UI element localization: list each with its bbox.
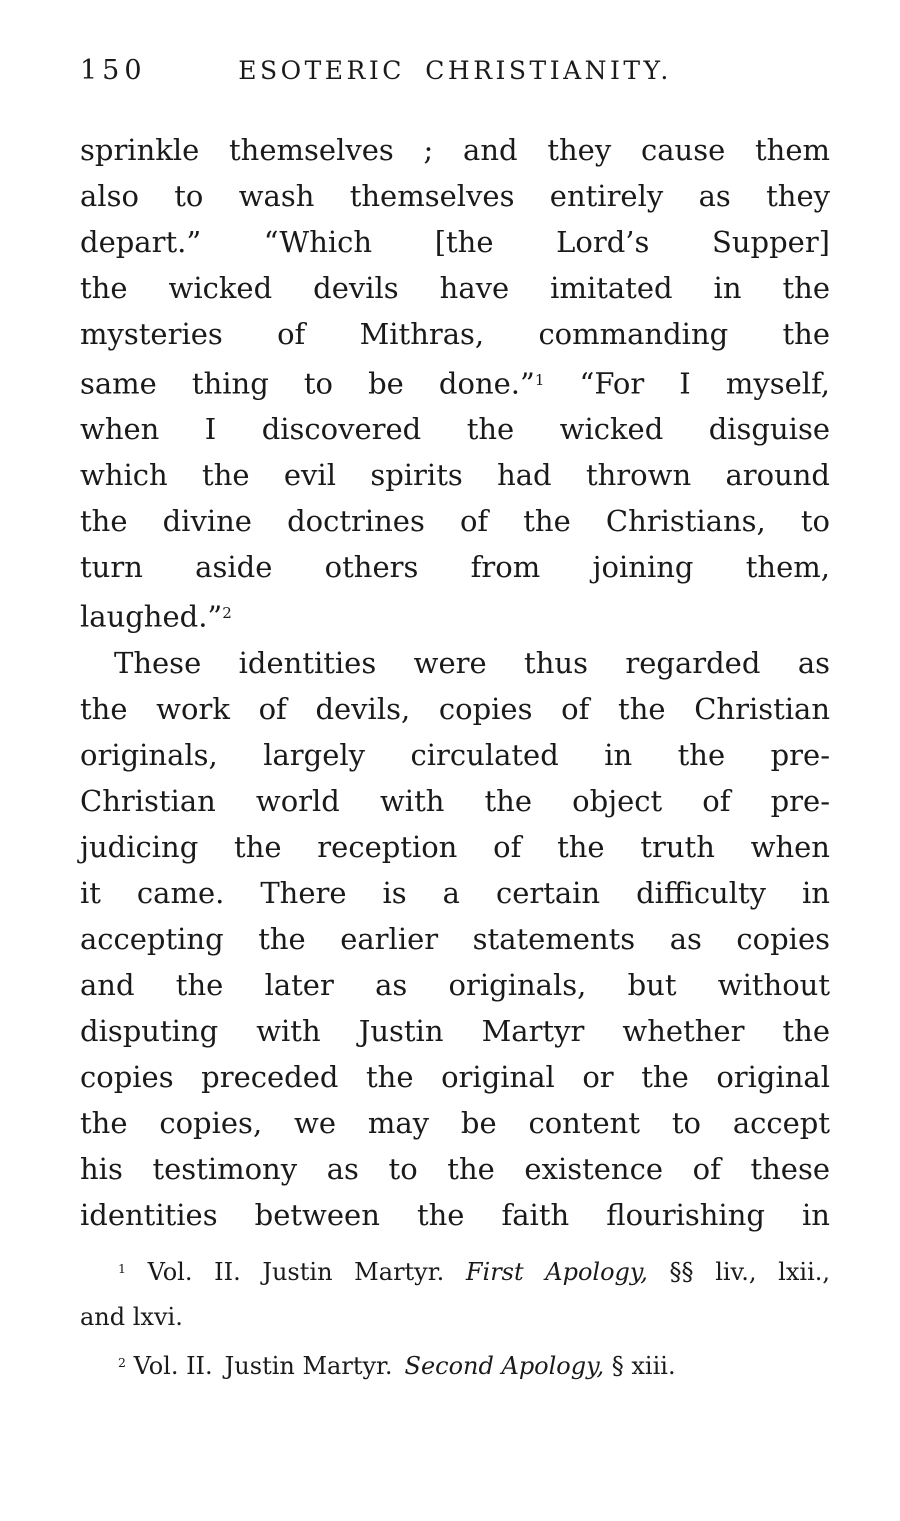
text-segment: accepting the earlier statements as copies: [80, 921, 830, 956]
text-segment: §§ liv., lxii.,: [647, 1257, 830, 1286]
text-segment: originals, largely circulated in the pre-: [80, 737, 830, 772]
text-segment: judicing the reception of the truth when: [80, 829, 830, 864]
text-line: [80, 1008, 830, 1054]
text-line: [80, 498, 830, 544]
text-segment: Vol. II. Justin Martyr.: [125, 1257, 466, 1286]
footnote-line: [80, 1246, 830, 1295]
text-segment: disputing with Justin Martyr whether the: [80, 1013, 830, 1048]
text-line: [80, 173, 830, 219]
text-line: [80, 1054, 830, 1100]
text-segment: the copies, we may be content to accept: [80, 1105, 830, 1140]
text-line: [80, 544, 830, 590]
paragraph: [80, 640, 830, 1238]
text-segment: sprinkle themselves ; and they cause them: [80, 133, 830, 167]
text-line: [80, 219, 830, 265]
text-line: [80, 916, 830, 962]
text-line: [80, 870, 830, 916]
text-segment: it came. There is a certain difficulty in: [80, 875, 830, 910]
footnote-marker: 1: [118, 1261, 126, 1276]
text-line: [80, 686, 830, 732]
text-segment: which the evil spirits had thrown around: [80, 458, 830, 493]
text-line: [80, 265, 830, 311]
footnote-marker: 2: [118, 1354, 126, 1370]
footnote-marker: 2: [222, 604, 232, 623]
text-segment: Vol. II. Justin Martyr.: [125, 1351, 405, 1380]
text-segment: the wicked devils have imitated in the: [80, 271, 830, 305]
text-segment: mysteries of Mithras, commanding the: [80, 317, 830, 351]
text-segment: laughed.”: [80, 599, 223, 634]
text-segment: the divine doctrines of the Christians, to: [80, 504, 830, 539]
text-line: [80, 1100, 830, 1146]
footnote: [80, 1340, 830, 1389]
text-segment: copies preceded the original or the original: [80, 1059, 830, 1094]
page-header: [80, 53, 830, 91]
text-line: [80, 824, 830, 870]
text-line: [80, 962, 830, 1008]
text-segment: same thing to be done.”: [80, 366, 535, 401]
text-segment: identities between the faith flourishing in: [80, 1197, 830, 1232]
text-segment: depart.” “Which [the Lord’s Supper]: [80, 225, 830, 259]
text-line: [80, 452, 830, 498]
text-line: [80, 357, 830, 406]
text-segment: when I discovered the wicked disguise: [80, 412, 830, 447]
body-text: [80, 127, 830, 1238]
text-line: [80, 311, 830, 357]
text-segment: “For I myself,: [544, 366, 830, 401]
text-line: [80, 1146, 830, 1192]
footnotes: [80, 1246, 830, 1389]
text-line: [80, 590, 830, 639]
footnote: [80, 1246, 830, 1340]
footnote-line: [80, 1295, 830, 1340]
paragraph: [80, 127, 830, 640]
italic-work-title: First Apology,: [465, 1257, 648, 1286]
text-segment: his testimony as to the existence of these: [80, 1151, 830, 1186]
text-segment: These identities were thus regarded as: [114, 645, 830, 680]
footnote-marker: 1: [534, 371, 545, 389]
text-line: [80, 1192, 830, 1238]
text-segment: § xiii.: [604, 1351, 676, 1380]
text-segment: turn aside others from joining them,: [80, 550, 830, 585]
text-segment: and the later as originals, but without: [80, 967, 830, 1002]
text-segment: the work of devils, copies of the Christian: [80, 691, 830, 726]
text-segment: Christian world with the object of pre-: [80, 783, 830, 818]
text-segment: also to wash themselves entirely as they: [80, 179, 830, 213]
text-line: [80, 778, 830, 824]
running-title: ESOTERIC CHRISTIANITY.: [238, 56, 672, 85]
footnote-line: [80, 1340, 830, 1389]
text-line: [80, 732, 830, 778]
italic-work-title: Second Apology,: [404, 1351, 605, 1380]
text-line: [80, 640, 830, 686]
page-number: 150: [80, 55, 147, 86]
text-segment: and lxvi.: [80, 1302, 183, 1331]
text-line: [80, 406, 830, 452]
text-line: [80, 127, 830, 173]
page-content: [80, 0, 830, 1521]
